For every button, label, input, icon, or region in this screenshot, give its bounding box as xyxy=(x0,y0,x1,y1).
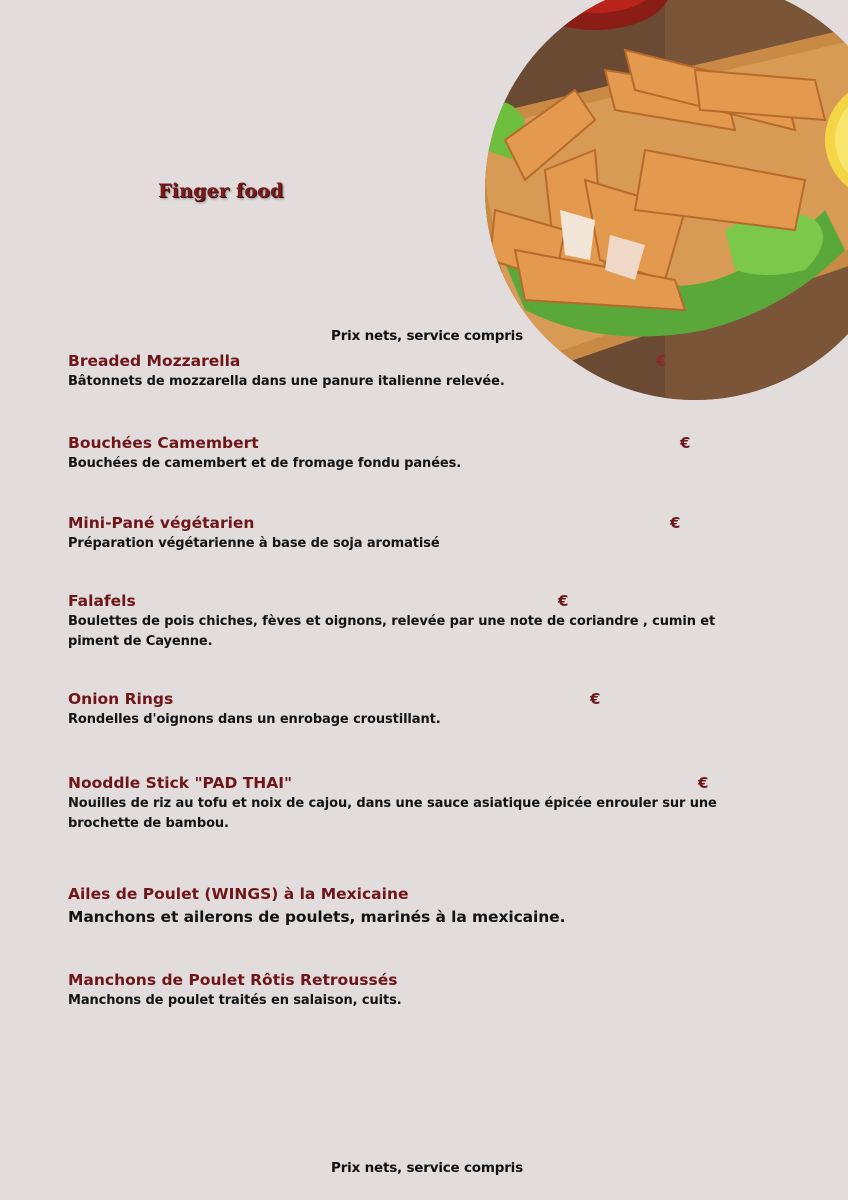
menu-item xyxy=(68,351,728,392)
item-name: Nooddle Stick "PAD THAI" xyxy=(68,774,293,792)
page-title: Finger food xyxy=(158,180,284,202)
menu-item xyxy=(68,970,728,1011)
item-name: Bouchées Camembert xyxy=(68,434,259,452)
menu-item xyxy=(68,773,728,834)
menu-item xyxy=(68,433,728,474)
item-description: Préparation végétarienne à base de soja aromatisé xyxy=(68,536,440,551)
price-note-bottom: Prix nets, service compris xyxy=(331,1160,523,1176)
item-name: Breaded Mozzarella xyxy=(68,352,241,370)
item-name: Falafels xyxy=(68,592,136,610)
item-description: Bâtonnets de mozzarella dans une panure italienne relevée. xyxy=(68,374,505,389)
price-euro: € xyxy=(698,774,709,792)
food-photo xyxy=(485,0,848,400)
price-euro: € xyxy=(680,434,691,452)
price-euro: € xyxy=(558,592,569,610)
menu-item xyxy=(68,513,728,554)
item-description: Manchons de poulet traités en salaison, cuits. xyxy=(68,993,402,1008)
item-name: Mini-Pané végétarien xyxy=(68,514,255,532)
item-description: Rondelles d'oignons dans un enrobage croustillant. xyxy=(68,712,441,727)
item-name: Manchons de Poulet Rôtis Retroussés xyxy=(68,971,398,989)
item-description: Manchons et ailerons de poulets, marinés à la mexicaine. xyxy=(68,908,566,926)
price-note-top: Prix nets, service compris xyxy=(331,328,523,344)
item-description: Bouchées de camembert et de fromage fondu panées. xyxy=(68,456,462,471)
item-name: Onion Rings xyxy=(68,690,174,708)
price-euro: € xyxy=(590,690,601,708)
price-euro: € xyxy=(670,514,681,532)
menu-item xyxy=(68,689,728,730)
menu-item xyxy=(68,884,728,928)
menu-item xyxy=(68,591,728,652)
item-description: Boulettes de pois chiches, fèves et oignons, relevée par une note de coriandre , cumin et piment de Cayenne. xyxy=(68,614,716,649)
item-description: Nouilles de riz au tofu et noix de cajou, dans une sauce asiatique épicée enrouler sur une brochette de bambou. xyxy=(68,796,717,831)
price-euro: € xyxy=(656,352,667,370)
item-name: Ailes de Poulet (WINGS) à la Mexicaine xyxy=(68,885,409,903)
